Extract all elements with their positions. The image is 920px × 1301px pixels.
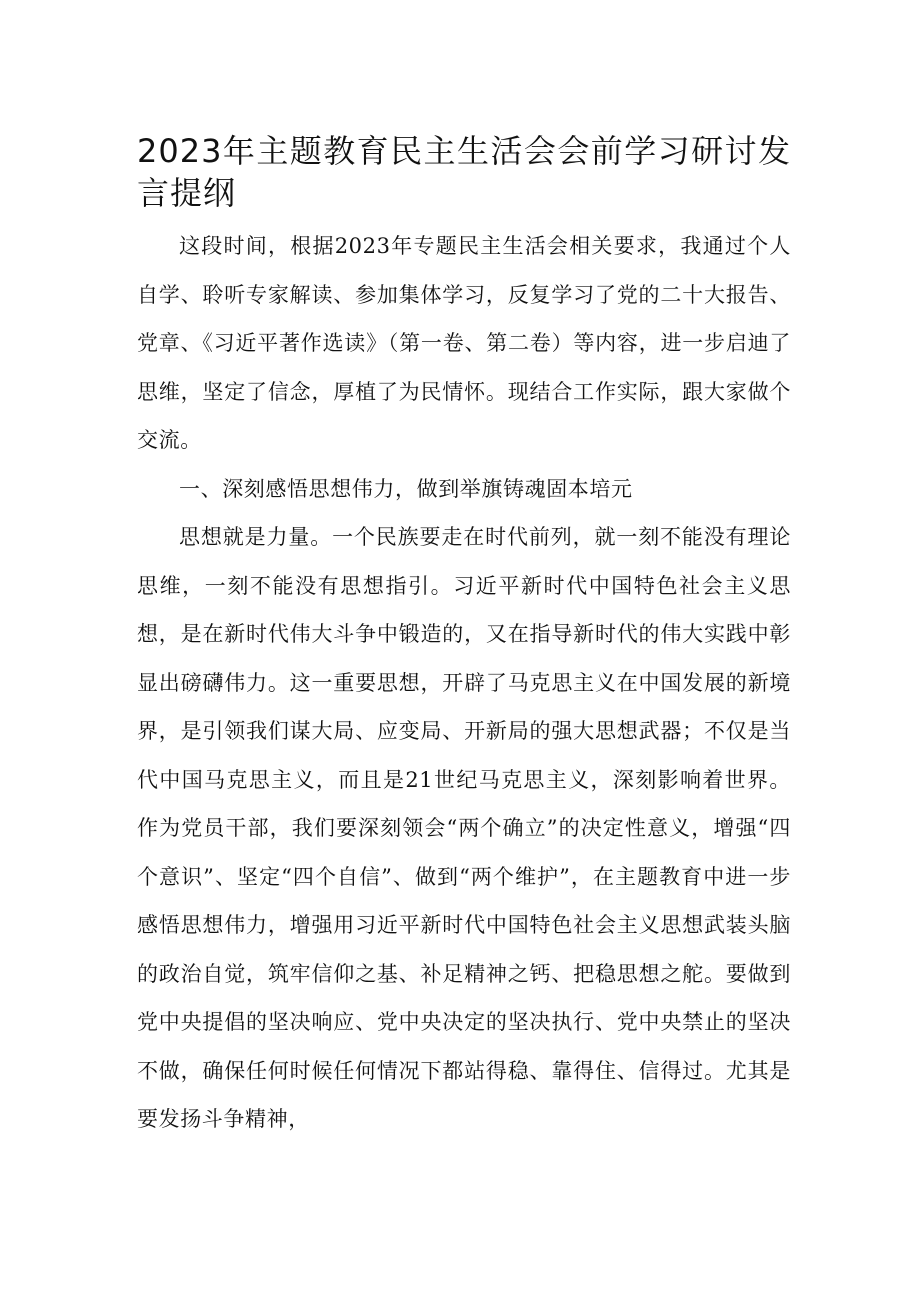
section-heading: 一、深刻感悟思想伟力，做到举旗铸魂固本培元 — [179, 476, 633, 501]
intro-paragraph: 这段时间，根据2023年专题民主生活会相关要求，我通过个人自学、聆听专家解读、参加集体学习，反复学习了党的二十大报告、党章、《习近平著作选读》（第一卷、第二卷）等内容，进一步启迪了思维，坚定了信念，厚植了为民情怀。现结合工作实际，跟大家做个交流。 — [137, 234, 791, 452]
document-title: 2023年主题教育民主生活会会前学习研讨发言提纲 — [137, 132, 791, 212]
section-paragraph: 思想就是力量。一个民族要走在时代前列，就一刻不能没有理论思维，一刻不能没有思想指引。习近平新时代中国特色社会主义思想，是在新时代伟大斗争中锻造的，又在指导新时代的伟大实践中彰显出磅礴伟力。这一重要思想，开辟了马克思主义在中国发展的新境界，是引领我们谋大局、应变局、开新局的强大思想武器；不仅是当代中国马克思主义，而且是21世纪马克思主义，深刻影响着世界。作为党员干部，我们要深刻领会“两个确立”的决定性意义，增强“四个意识”、坚定“四个自信”、做到“两个维护”，在主题教育中进一步感悟思想伟力，增强用习近平新时代中国特色社会主义思想武装头脑的政治自觉，筑牢信仰之基、补足精神之钙、把稳思想之舵。要做到党中央提倡的坚决响应、党中央决定的坚决执行、党中央禁止的坚决不做，确保任何时候任何情况下都站得稳、靠得住、信得过。尤其是要发扬斗争精神， — [137, 525, 791, 1131]
document-body — [137, 130, 791, 1144]
